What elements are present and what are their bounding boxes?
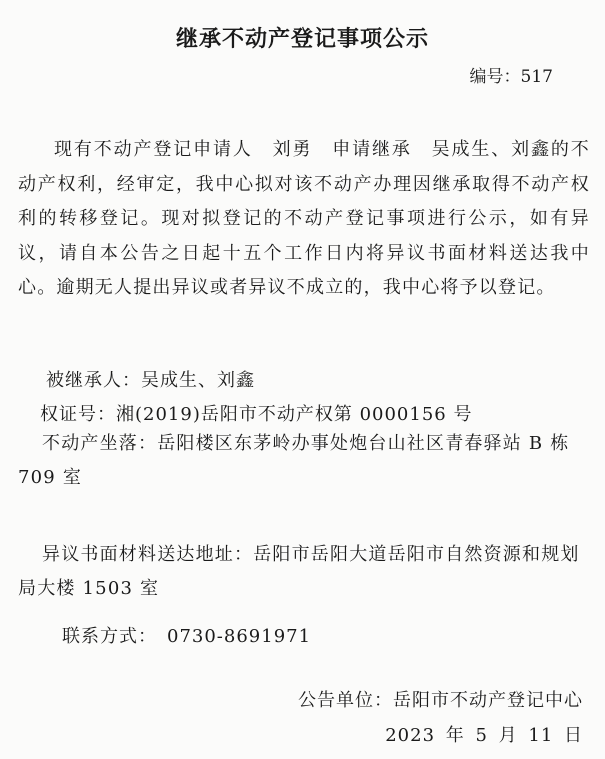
decedents-line: 被继承人：吴成生、刘鑫 [46,370,255,391]
serial-number: 编号：517 [469,67,553,87]
contact-line: 联系方式： 0730-8691971 [62,626,312,647]
issuer-line: 公告单位：岳阳市不动产登记中心 [298,690,583,711]
certificate-line: 权证号：湘(2019)岳阳市不动产权第 0000156 号 [40,404,473,425]
objection-address: 异议书面材料送达地址：岳阳市岳阳大道岳阳市自然资源和规划局大楼 1503 室 [18,544,580,599]
property-location: 不动产坐落：岳阳楼区东茅岭办事处炮台山社区青春驿站 B 栋 709 室 [18,433,570,488]
notice-date: 2023 年 5 月 11 日 [385,725,583,746]
notice-body: 现有不动产登记申请人 刘勇 申请继承 吴成生、刘鑫的不动产权利，经审定，我中心拟对该不动产办理因继承取得不动产权利的转移登记。现对拟登记的不动产登记事项进行公示，如有异议，请自本公告之日起十五个工作日内将异议书面材料送达我中心。逾期无人提出异议或者异议不成立的，我中心将予以登记。 [18,139,590,298]
notice-title: 继承不动产登记事项公示 [175,27,429,52]
